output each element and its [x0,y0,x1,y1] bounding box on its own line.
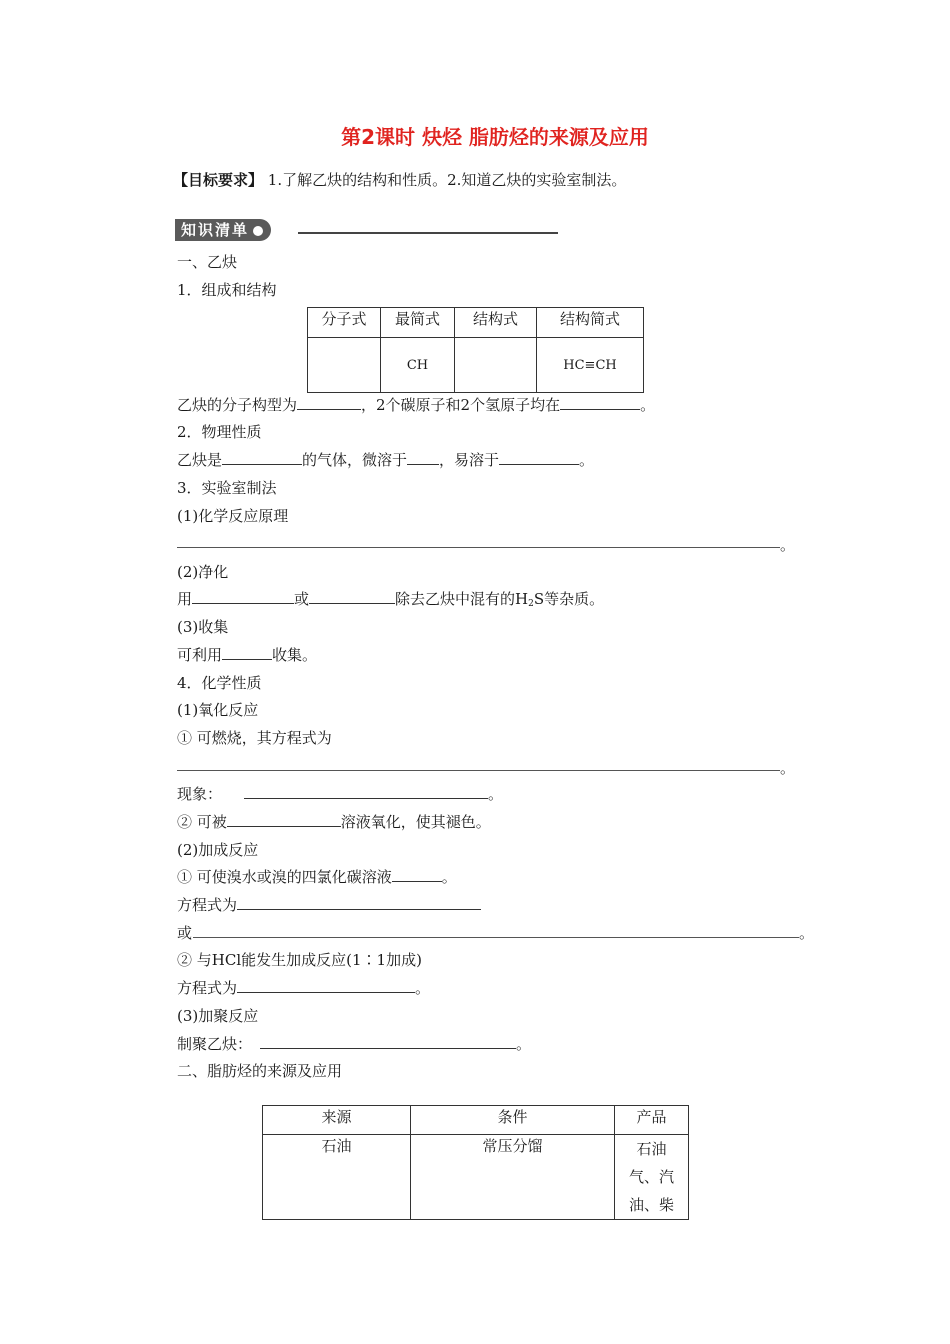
purify-text-d: S等杂质。 [533,590,605,608]
blank [192,589,294,604]
kmno4-text-b: 溶液氧化，使其褪色。 [340,813,491,831]
period: 。 [799,924,815,942]
bromine-text-b: 。 [441,868,457,886]
period: 。 [780,536,796,554]
blank [237,978,415,993]
equation-label: 方程式为 [177,979,238,997]
source-table [262,1105,689,1220]
shape-text-b: ，2个碳原子和2个氢原子均在 [361,396,561,414]
structure-table [307,307,644,393]
blank [222,450,302,465]
section-2-heading: 二、脂肪烃的来源及应用 [177,1062,343,1080]
th-structural: 结构式 [455,308,537,338]
th-simplest: 最简式 [381,308,455,338]
sub-heading-2: 2．物理性质 [177,423,262,441]
answer-line [193,937,799,938]
page-title: 第2课时 炔烃 脂肪烃的来源及应用 [341,125,649,149]
badge-rule [298,232,558,234]
blank [392,867,442,882]
goal-label: 【目标要求】 [173,171,264,189]
period: 。 [415,979,431,997]
phys-text-b: 的气体，微溶于 [302,451,408,469]
phys-text-a: 乙炔是 [177,451,223,469]
polymer-label: 制聚乙炔： [177,1035,253,1053]
cell-condensed: HC≡CH [537,338,644,393]
phys-text-c: ，易溶于 [439,451,500,469]
blank [407,450,439,465]
subscript: 2 [528,599,534,609]
blank [309,589,395,604]
equation-line-1 [177,895,481,915]
cell-simplest: CH [381,338,455,393]
sub-heading-1: 1．组成和结构 [177,281,277,299]
shape-line [177,395,655,415]
period: 。 [780,759,796,777]
bullet-dot-icon [253,226,263,236]
combustion-text: ① 可燃烧，其方程式为 [177,729,332,747]
polymer-line [177,1034,531,1054]
goal-text: 1.了解乙炔的结构和性质。2.知道乙炔的实验室制法。 [267,171,627,189]
equation-line-2 [177,978,430,998]
collect-heading: (3)收集 [177,618,229,636]
kmno4-line [177,812,491,832]
badge-text: 知识清单 [181,221,250,239]
equation-label: 方程式为 [177,896,238,914]
collect-text-b: 收集。 [272,646,318,664]
cell-source: 石油 [263,1135,411,1220]
blank [260,1034,516,1049]
or-label: 或 [177,924,193,942]
bromine-text-a: ① 可使溴水或溴的四氯化碳溶液 [177,868,392,886]
th-condensed: 结构简式 [537,308,644,338]
purify-text-b: 或 [294,590,310,608]
purify-line [177,589,604,614]
period: 。 [516,1035,532,1053]
goal-line [173,170,626,190]
kmno4-text-a: ② 可被 [177,813,227,831]
cell-formula [308,338,381,393]
shape-text-a: 乙炔的分子构型为 [177,396,298,414]
blank [237,895,481,910]
collect-text-a: 可利用 [177,646,223,664]
blank [297,395,361,410]
th-source: 来源 [263,1106,411,1135]
principle-heading: (1)化学反应原理 [177,507,289,525]
purify-text-a: 用 [177,590,193,608]
purify-heading: (2)净化 [177,563,229,581]
polymer-heading: (3)加聚反应 [177,1007,259,1025]
blank [227,812,341,827]
cell-structural [455,338,537,393]
bromine-line [177,867,457,887]
th-condition: 条件 [411,1106,615,1135]
phenomenon-line [177,784,503,804]
phenomenon-label: 现象： [177,785,223,803]
cell-condition: 常压分馏 [411,1135,615,1220]
th-product: 产品 [615,1106,689,1135]
collect-line [177,645,317,665]
phys-line [177,450,594,470]
hcl-line: ② 与HCl能发生加成反应(1∶1加成) [177,951,422,969]
section-1-heading: 一、乙炔 [177,253,238,271]
addition-heading: (2)加成反应 [177,841,259,859]
blank [244,784,488,799]
knowledge-list-badge [175,219,271,241]
sub-heading-3: 3．实验室制法 [177,479,277,497]
blank [222,645,272,660]
th-formula: 分子式 [308,308,381,338]
blank [560,395,640,410]
blank [499,450,579,465]
cell-product: 石油气、汽油、柴 [615,1135,689,1220]
purify-text-c: 除去乙炔中混有的H [395,590,529,608]
sub-heading-4: 4．化学性质 [177,674,262,692]
answer-line [177,770,780,771]
answer-line [177,547,780,548]
period: 。 [488,785,504,803]
shape-text-c: 。 [640,396,656,414]
phys-text-d: 。 [579,451,595,469]
oxidation-heading: (1)氧化反应 [177,701,259,719]
